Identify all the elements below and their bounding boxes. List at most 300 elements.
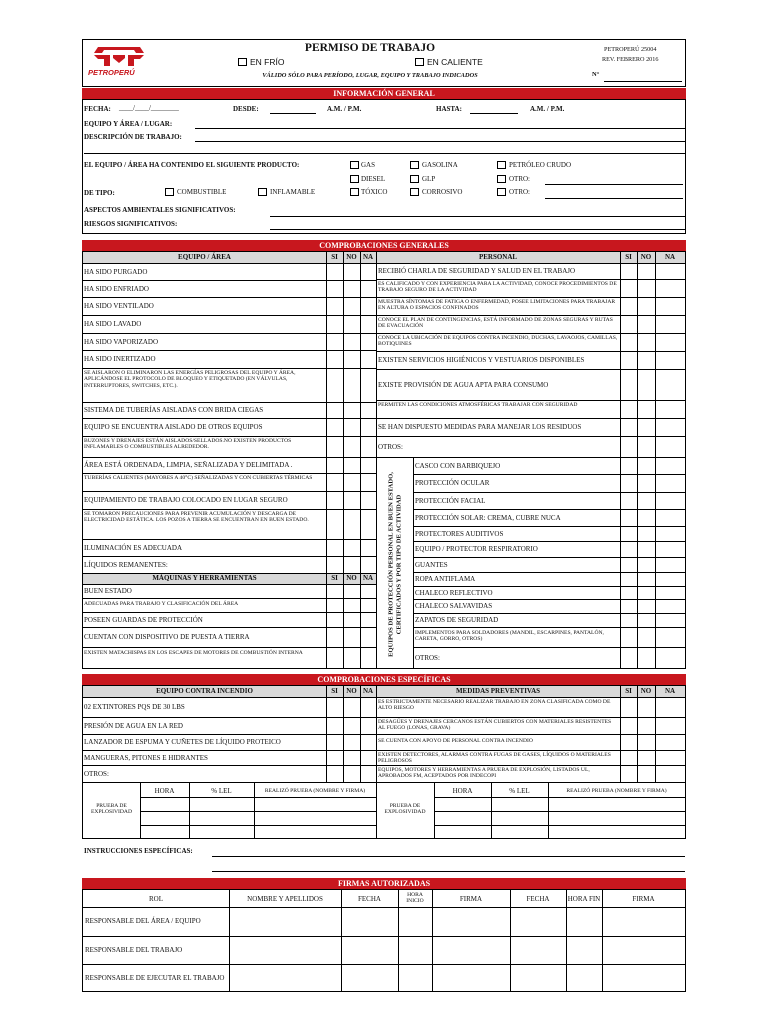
check-cell-no[interactable]: [638, 334, 654, 350]
col-na-inc: NA: [360, 686, 376, 697]
check-cell-si[interactable]: [621, 698, 636, 716]
check-cell-na[interactable]: [361, 298, 376, 314]
check-cell-na[interactable]: [361, 585, 376, 597]
check-cell-na[interactable]: [361, 437, 376, 456]
check-cell-no[interactable]: [344, 585, 359, 597]
sig-role: RESPONSABLE DEL TRABAJO: [85, 946, 183, 954]
col-na-maq: NA: [360, 573, 376, 584]
sig-cell[interactable]: [511, 965, 565, 991]
aspectos-label: ASPECTOS AMBIENTALES SIGNIFICATIVOS:: [84, 206, 236, 214]
desde-field[interactable]: [270, 113, 316, 114]
check-cell-na[interactable]: [361, 540, 376, 555]
check-cell-no[interactable]: [638, 510, 654, 525]
check-cell-no[interactable]: [638, 493, 654, 508]
equipo-row-label: HA SIDO VAPORIZADO: [84, 337, 159, 346]
check-cell-si[interactable]: [621, 558, 636, 571]
check-cell-no[interactable]: [344, 599, 359, 611]
grid-line: [413, 457, 414, 669]
maquinas-row-label: ADECUADAS PARA TRABAJO Y CLASIFICACIÓN DEL ÁREA: [84, 601, 239, 607]
check-cell-si[interactable]: [327, 298, 342, 314]
check-cell-no[interactable]: [344, 281, 359, 296]
check-cell-no[interactable]: [344, 403, 359, 417]
sig-cell[interactable]: [433, 937, 509, 963]
check-cell-na[interactable]: [656, 628, 684, 646]
sig-cell[interactable]: [230, 908, 340, 934]
sig-cell[interactable]: [511, 908, 565, 934]
realizo-cell[interactable]: [255, 826, 375, 838]
hot-checkbox[interactable]: [415, 58, 424, 66]
sig-cell[interactable]: [399, 908, 431, 934]
subtitle: VÁLIDO SÓLO PARA PERÍODO, LUGAR, EQUIPO Y TRABAJO INDICADOS: [262, 72, 478, 79]
check-cell-na[interactable]: [656, 352, 684, 368]
check-cell-si[interactable]: [621, 401, 636, 417]
check-cell-no[interactable]: [344, 751, 359, 764]
check-cell-na[interactable]: [656, 280, 684, 296]
grid-line: [83, 734, 685, 735]
check-cell-na[interactable]: [656, 370, 684, 399]
check-cell-si[interactable]: [621, 352, 636, 368]
number-label: N°: [592, 71, 600, 78]
check-cell-no[interactable]: [638, 475, 654, 491]
sig-cell[interactable]: [567, 965, 601, 991]
realizo-cell[interactable]: [255, 812, 375, 824]
instructions-field[interactable]: [212, 856, 685, 857]
check-cell-si[interactable]: [327, 599, 342, 611]
toxico-label: TÓXICO: [361, 188, 388, 196]
inflamable-checkbox[interactable]: [258, 188, 267, 196]
check-cell-si[interactable]: [621, 280, 636, 296]
incendio-row-label: MANGUERAS, PITONES E HIDRANTES: [84, 753, 208, 762]
grid-line: [83, 750, 685, 751]
check-cell-na[interactable]: [656, 334, 684, 350]
sig-cell[interactable]: [342, 937, 397, 963]
fecha-label: FECHA:: [84, 105, 111, 113]
check-cell-na[interactable]: [656, 510, 684, 525]
medidas-row-label: EQUIPOS, MOTORES Y HERRAMIENTAS A PRUEBA DE EXPLOSIÓN, LISTADOS UL, APROBADOS FM, ACEPTADOS POR INDECOPI: [378, 767, 590, 780]
check-cell-no[interactable]: [638, 587, 654, 598]
col-no-left: NO: [343, 252, 360, 263]
check-cell-no[interactable]: [638, 370, 654, 399]
check-cell-si[interactable]: [621, 735, 636, 749]
check-cell-si[interactable]: [621, 527, 636, 540]
check-cell-na[interactable]: [656, 558, 684, 571]
check-cell-no[interactable]: [638, 698, 654, 716]
realizo-cell[interactable]: [549, 798, 684, 810]
check-cell-no[interactable]: [344, 718, 359, 733]
check-cell-no[interactable]: [638, 527, 654, 540]
check-cell-si[interactable]: [327, 585, 342, 597]
check-cell-no[interactable]: [638, 316, 654, 332]
check-cell-no[interactable]: [344, 474, 359, 490]
personal-row-label: RECIBIÓ CHARLA DE SEGURIDAD Y SALUD EN EL TRABAJO: [378, 267, 576, 275]
tipo-label: DE TIPO:: [84, 189, 115, 197]
check-cell-si[interactable]: [327, 540, 342, 555]
medidas-row-label: ES ESTRICTAMENTE NECESARIO REALIZAR TRABAJO EN ZONA CLASIFICADA COMO DE ALTO RIESGO: [378, 699, 611, 712]
instructions-label: INSTRUCCIONES ESPECÍFICAS:: [84, 847, 193, 855]
check-cell-na[interactable]: [656, 493, 684, 508]
personal-row-label: EXISTEN SERVICIOS HIGIÉNICOS Y VESTUARIOS DISPONIBLES: [378, 356, 585, 364]
check-cell-na[interactable]: [361, 474, 376, 490]
grid-line: [83, 717, 685, 718]
grid-line: [376, 686, 377, 839]
check-cell-si[interactable]: [327, 351, 342, 367]
check-cell-na[interactable]: [361, 369, 376, 401]
gasolina-label: GASOLINA: [422, 161, 458, 169]
check-cell-na[interactable]: [656, 766, 684, 781]
check-cell-si[interactable]: [327, 334, 342, 349]
check-cell-no[interactable]: [344, 316, 359, 332]
check-cell-si[interactable]: [621, 510, 636, 525]
check-cell-no[interactable]: [638, 718, 654, 733]
epp-row-label: ROPA ANTIFLAMA: [415, 575, 476, 583]
check-cell-no[interactable]: [344, 419, 359, 435]
diesel-label: DIESEL: [361, 175, 386, 183]
check-cell-si[interactable]: [327, 281, 342, 296]
check-cell-si[interactable]: [327, 458, 342, 472]
check-cell-no[interactable]: [344, 458, 359, 472]
instructions-field-2[interactable]: [212, 871, 685, 872]
check-cell-no[interactable]: [638, 751, 654, 764]
check-cell-na[interactable]: [361, 557, 376, 572]
check-cell-si[interactable]: [327, 751, 342, 764]
hora-cell[interactable]: [141, 798, 188, 810]
maquinas-row-label: BUEN ESTADO: [84, 587, 132, 595]
descripcion-label: DESCRIPCIÓN DE TRABAJO:: [84, 133, 182, 141]
equipo-area-label: EQUIPO Y ÁREA / LUGAR:: [84, 120, 173, 128]
sig-cell[interactable]: [567, 908, 601, 934]
check-cell-si[interactable]: [621, 718, 636, 733]
check-cell-si[interactable]: [621, 316, 636, 332]
lel-header: % LEL: [509, 787, 530, 795]
equipo-row-label: HA SIDO VENTILADO: [84, 302, 154, 310]
check-cell-na[interactable]: [361, 698, 376, 716]
check-cell-no[interactable]: [638, 458, 654, 473]
check-cell-na[interactable]: [656, 614, 684, 626]
otro-tipo-checkbox[interactable]: [497, 188, 506, 196]
hora-cell[interactable]: [141, 826, 188, 838]
check-cell-no[interactable]: [344, 698, 359, 716]
check-cell-si[interactable]: [621, 458, 636, 473]
check-cell-no[interactable]: [638, 614, 654, 626]
otro-product-field[interactable]: [545, 184, 683, 185]
check-cell-si[interactable]: [621, 493, 636, 508]
check-cell-no[interactable]: [638, 352, 654, 368]
hora-cell[interactable]: [435, 812, 490, 824]
check-cell-na[interactable]: [361, 281, 376, 296]
medidas-row-label: EXISTEN DETECTORES, ALARMAS CONTRA FUGAS DE GASES, LÍQUIDOS O MATERIALES PELIGROSOS: [378, 752, 611, 765]
sig-header: ROL: [149, 895, 163, 903]
fecha-field[interactable]: ____/____/________: [119, 104, 179, 112]
corrosivo-checkbox[interactable]: [410, 188, 419, 196]
sig-cell[interactable]: [433, 965, 509, 991]
personal-row-label: MUESTRA SÍNTOMAS DE FATIGA O ENFERMEDAD, POSEE LIMITACIONES PARA TRABAJAR EN ALTURA O ESPACIOS CONFINADOS: [378, 299, 616, 312]
equipo-row-label: LÍQUIDOS REMANENTES:: [84, 560, 168, 569]
col-si-left: SI: [326, 252, 343, 263]
sig-cell[interactable]: [230, 937, 340, 963]
petroleo-checkbox[interactable]: [497, 161, 506, 169]
check-cell-no[interactable]: [344, 510, 359, 538]
sig-header: FIRMA: [632, 895, 655, 903]
check-cell-si[interactable]: [327, 735, 342, 749]
check-cell-no[interactable]: [344, 264, 359, 279]
check-cell-si[interactable]: [327, 718, 342, 733]
doc-code: PETROPERÚ 25004: [604, 46, 657, 53]
grid-line: [83, 765, 685, 766]
riesgos-field[interactable]: [270, 229, 685, 230]
check-cell-no[interactable]: [344, 648, 359, 668]
check-cell-no[interactable]: [638, 648, 654, 668]
check-cell-na[interactable]: [361, 766, 376, 781]
lel-header: % LEL: [211, 787, 232, 795]
grid-line: [83, 782, 685, 783]
check-cell-no[interactable]: [638, 766, 654, 781]
check-cell-na[interactable]: [361, 264, 376, 279]
check-cell-na[interactable]: [361, 751, 376, 764]
epp-row-label: PROTECCIÓN OCULAR: [415, 479, 490, 487]
check-cell-na[interactable]: [361, 648, 376, 668]
number-line[interactable]: [604, 81, 682, 82]
personal-row-label: EXISTE PROVISIÓN DE AGUA APTA PARA CONSUMO: [378, 380, 549, 389]
check-cell-si[interactable]: [327, 419, 342, 435]
check-cell-si[interactable]: [327, 766, 342, 781]
maquinas-row-label: CUENTAN CON DISPOSITIVO DE PUESTA A TIERRA: [84, 633, 250, 641]
check-cell-si[interactable]: [621, 542, 636, 556]
check-cell-na[interactable]: [656, 751, 684, 764]
epp-row-label: PROTECCIÓN SOLAR: CREMA, CUBRE NUCA: [415, 513, 561, 522]
combustible-checkbox[interactable]: [165, 188, 174, 196]
check-cell-na[interactable]: [656, 698, 684, 716]
check-cell-si[interactable]: [327, 613, 342, 626]
sig-cell[interactable]: [399, 937, 431, 963]
equipo-row-label: BUZONES Y DRENAJES ESTÁN AISLADOS/SELLADOS.NO EXISTEN PRODUCTOS INFLAMABLES O COMBUSTIBLES ALREDEDOR.: [84, 438, 292, 451]
diesel-checkbox[interactable]: [350, 175, 359, 183]
check-cell-no[interactable]: [638, 401, 654, 417]
col-na-med: NA: [655, 686, 685, 697]
check-cell-na[interactable]: [361, 403, 376, 417]
check-cell-no[interactable]: [344, 540, 359, 555]
sig-cell[interactable]: [603, 908, 684, 934]
check-cell-si[interactable]: [621, 600, 636, 612]
check-cell-no[interactable]: [344, 351, 359, 367]
check-cell-na[interactable]: [656, 542, 684, 556]
sig-cell[interactable]: [342, 965, 397, 991]
check-cell-na[interactable]: [656, 401, 684, 417]
check-cell-na[interactable]: [361, 718, 376, 733]
check-cell-na[interactable]: [361, 334, 376, 349]
check-cell-si[interactable]: [621, 766, 636, 781]
sig-cell[interactable]: [342, 908, 397, 934]
check-cell-na[interactable]: [361, 492, 376, 508]
check-cell-si[interactable]: [327, 264, 342, 279]
check-cell-na[interactable]: [361, 510, 376, 538]
gas-checkbox[interactable]: [350, 161, 359, 169]
personal-row-label: OTROS:: [378, 442, 403, 451]
check-cell-na[interactable]: [361, 628, 376, 646]
check-cell-si[interactable]: [621, 475, 636, 491]
equipo-row-label: SE AISLARON O ELIMINARON LAS ENERGÍAS PELIGROSAS DEL EQUIPO Y ÁREA, APLICÁNDOSE EL PROTOCOLO DE BLOQUEO Y ETIQUETADO (EN VÁLVULAS, INTERRUPTORES, SWITCHES, ETC.).: [84, 370, 296, 389]
check-cell-no[interactable]: [344, 437, 359, 456]
col-personal: PERSONAL: [376, 252, 620, 263]
check-cell-no[interactable]: [344, 735, 359, 749]
check-cell-si[interactable]: [621, 264, 636, 278]
check-cell-na[interactable]: [656, 475, 684, 491]
lel-cell[interactable]: [190, 812, 253, 824]
check-cell-no[interactable]: [638, 542, 654, 556]
check-cell-no[interactable]: [344, 628, 359, 646]
check-cell-no[interactable]: [344, 766, 359, 781]
check-cell-na[interactable]: [361, 735, 376, 749]
hora-cell[interactable]: [435, 826, 490, 838]
check-cell-na[interactable]: [656, 648, 684, 668]
check-cell-si[interactable]: [327, 369, 342, 401]
realizo-cell[interactable]: [549, 812, 684, 824]
check-cell-no[interactable]: [344, 298, 359, 314]
check-cell-na[interactable]: [656, 298, 684, 314]
grid-line: [83, 697, 685, 698]
check-cell-no[interactable]: [344, 613, 359, 626]
check-cell-no[interactable]: [344, 492, 359, 508]
check-cell-na[interactable]: [656, 264, 684, 278]
check-cell-no[interactable]: [344, 334, 359, 349]
check-cell-no[interactable]: [638, 573, 654, 585]
cold-checkbox[interactable]: [238, 58, 247, 66]
sig-cell[interactable]: [603, 937, 684, 963]
equipo-row-label: ÁREA ESTÁ ORDENADA, LIMPIA, SEÑALIZADA Y DELIMITADA .: [84, 461, 293, 469]
sig-header: FECHA: [526, 895, 550, 903]
check-cell-no[interactable]: [344, 557, 359, 572]
check-cell-na[interactable]: [656, 587, 684, 598]
check-cell-si[interactable]: [621, 614, 636, 626]
col-si-right: SI: [620, 252, 637, 263]
check-cell-si[interactable]: [327, 648, 342, 668]
sig-cell[interactable]: [230, 965, 340, 991]
lel-cell[interactable]: [492, 826, 547, 838]
check-cell-si[interactable]: [621, 648, 636, 668]
check-cell-si[interactable]: [621, 751, 636, 764]
check-cell-no[interactable]: [638, 264, 654, 278]
check-cell-si[interactable]: [621, 437, 636, 456]
section-signatures: FIRMAS AUTORIZADAS: [82, 878, 686, 889]
check-cell-na[interactable]: [656, 735, 684, 749]
check-cell-no[interactable]: [638, 735, 654, 749]
check-cell-no[interactable]: [638, 558, 654, 571]
check-cell-na[interactable]: [656, 458, 684, 473]
check-cell-na[interactable]: [656, 527, 684, 540]
hora-cell[interactable]: [141, 812, 188, 824]
sig-header: FIRMA: [459, 895, 483, 903]
check-cell-si[interactable]: [327, 510, 342, 538]
sig-cell[interactable]: [433, 908, 509, 934]
sig-cell[interactable]: [603, 965, 684, 991]
check-cell-si[interactable]: [621, 573, 636, 585]
check-cell-no[interactable]: [638, 437, 654, 456]
toxico-checkbox[interactable]: [350, 188, 359, 196]
revision: REV. FEBRERO 2016: [602, 56, 659, 63]
check-cell-na[interactable]: [361, 613, 376, 626]
gasolina-checkbox[interactable]: [410, 161, 419, 169]
check-cell-no[interactable]: [638, 600, 654, 612]
check-cell-na[interactable]: [656, 600, 684, 612]
epp-row-label: OTROS:: [415, 654, 440, 662]
otro-tipo-field[interactable]: [545, 198, 683, 199]
check-cell-si[interactable]: [327, 437, 342, 456]
check-cell-na[interactable]: [361, 458, 376, 472]
hora-cell[interactable]: [435, 798, 490, 810]
col-no-maq: NO: [343, 573, 360, 584]
epp-row-label: PROTECTORES AUDITIVOS: [415, 529, 504, 538]
check-cell-no[interactable]: [638, 280, 654, 296]
otro-product-label: OTRO:: [509, 175, 530, 183]
lel-cell[interactable]: [190, 826, 253, 838]
hasta-field[interactable]: [470, 113, 518, 114]
sig-cell[interactable]: [511, 937, 565, 963]
personal-row-label: PERMITEN LAS CONDICIONES ATMOSFÉRICAS TRABAJAR CON SEGURIDAD: [378, 402, 578, 408]
descripcion-field[interactable]: [195, 141, 685, 142]
epp-vertical-label: EQUIPOS DE PROTECCIÓN PERSONAL EN BUEN ESTADO, CERTIFICADOS Y POR TIPO DE ACTIVIDAD: [387, 472, 402, 657]
check-cell-na[interactable]: [656, 437, 684, 456]
section-specific: COMPROBACIONES ESPECÍFICAS: [82, 674, 686, 685]
desde-label: DESDE:: [233, 105, 259, 113]
lel-cell[interactable]: [190, 798, 253, 810]
check-cell-si[interactable]: [327, 557, 342, 572]
check-cell-si[interactable]: [327, 492, 342, 508]
check-cell-si[interactable]: [621, 370, 636, 399]
check-cell-no[interactable]: [344, 369, 359, 401]
check-cell-na[interactable]: [361, 351, 376, 367]
check-cell-na[interactable]: [361, 419, 376, 435]
sig-cell[interactable]: [567, 937, 601, 963]
realizo-cell[interactable]: [255, 798, 375, 810]
check-cell-no[interactable]: [638, 628, 654, 646]
check-cell-na[interactable]: [656, 573, 684, 585]
ampm-2: A.M. / P.M.: [530, 105, 565, 113]
check-cell-si[interactable]: [621, 334, 636, 350]
check-cell-si[interactable]: [327, 628, 342, 646]
check-cell-si[interactable]: [327, 698, 342, 716]
col-si-med: SI: [620, 686, 637, 697]
col-si-maq: SI: [326, 573, 343, 584]
check-cell-si[interactable]: [621, 419, 636, 435]
lel-cell[interactable]: [492, 812, 547, 824]
check-cell-si[interactable]: [327, 316, 342, 332]
lel-cell[interactable]: [492, 798, 547, 810]
check-cell-no[interactable]: [638, 419, 654, 435]
check-cell-si[interactable]: [327, 474, 342, 490]
check-cell-si[interactable]: [621, 298, 636, 314]
check-cell-na[interactable]: [361, 316, 376, 332]
sig-cell[interactable]: [399, 965, 431, 991]
check-cell-na[interactable]: [656, 419, 684, 435]
check-cell-no[interactable]: [638, 298, 654, 314]
glp-checkbox[interactable]: [410, 175, 419, 183]
check-cell-si[interactable]: [621, 628, 636, 646]
personal-row-label: SE HAN DISPUESTO MEDIDAS PARA MANEJAR LOS RESIDUOS: [378, 423, 582, 431]
check-cell-na[interactable]: [656, 718, 684, 733]
otro-product-checkbox[interactable]: [497, 175, 506, 183]
descripcion-field-2[interactable]: [84, 153, 685, 154]
product-question: EL EQUIPO / ÁREA HA CONTENIDO EL SIGUIENTE PRODUCTO:: [84, 161, 300, 169]
check-cell-si[interactable]: [621, 587, 636, 598]
check-cell-na[interactable]: [656, 316, 684, 332]
equipo-area-field[interactable]: [195, 128, 685, 129]
col-maquinas: MÁQUINAS Y HERRAMIENTAS: [83, 573, 326, 584]
check-cell-si[interactable]: [327, 403, 342, 417]
aspectos-field[interactable]: [270, 216, 685, 217]
col-na-left: NA: [360, 252, 376, 263]
realizo-cell[interactable]: [549, 826, 684, 838]
equipo-row-label: SE TOMARON PRECAUCIONES PARA PREVENIR ACUMULACIÓN Y DESCARGA DE ELECTRICIDAD ESTÁTICA. LOS POZOS A TIERRA SE ENCUENTRAN EN BUEN ESTADO.: [84, 511, 309, 524]
check-cell-na[interactable]: [361, 599, 376, 611]
